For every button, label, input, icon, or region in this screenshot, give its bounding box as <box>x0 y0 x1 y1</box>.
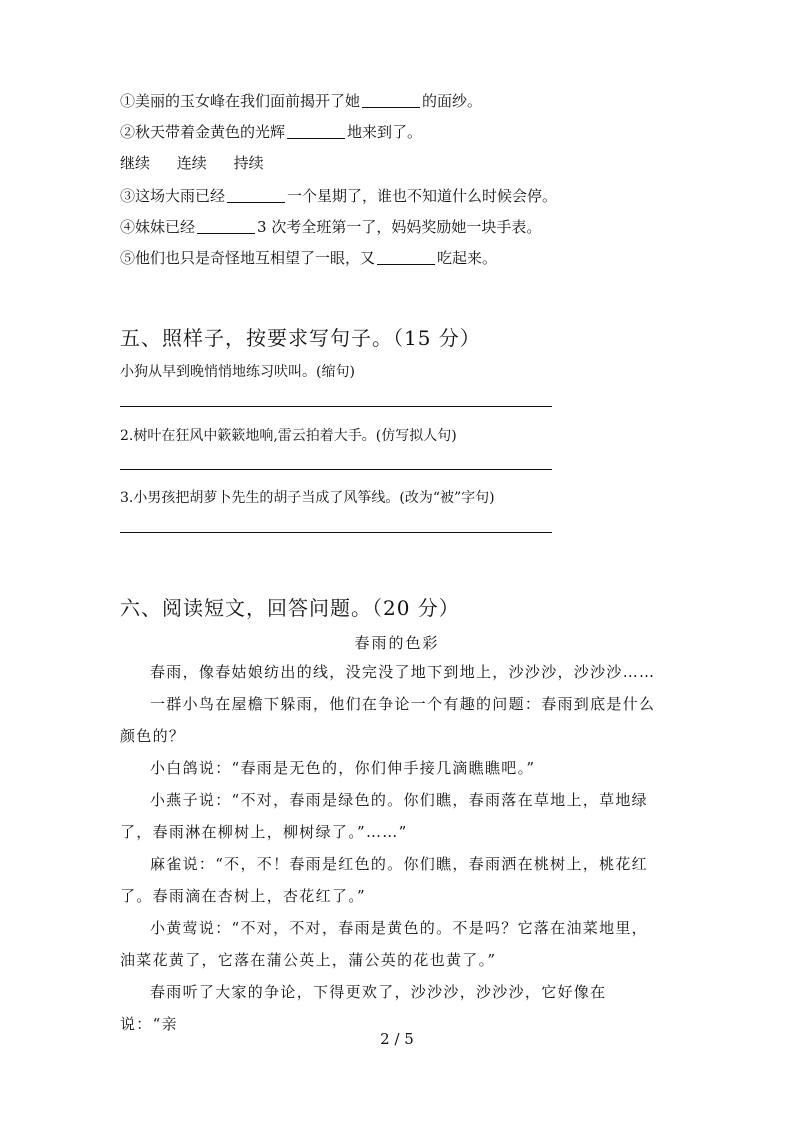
q1-blank[interactable] <box>362 93 420 108</box>
q5-text-before: ⑤他们也只是奇怪地互相望了一眼，又 <box>120 249 376 267</box>
fill-blank-q5 <box>120 247 497 268</box>
q2-blank[interactable] <box>287 124 345 139</box>
passage-body <box>120 656 660 1040</box>
section5-answer-line-1[interactable] <box>120 406 552 407</box>
section5-item-2: 2.树叶在狂风中簌簌地响,雷云拍着大手。(仿写拟人句) <box>120 428 457 444</box>
q1-text-after: 的面纱。 <box>422 92 483 110</box>
passage-paragraph-5: 麻雀说：“不，不！春雨是红色的。你们瞧，春雨洒在桃树上，桃花红了。春雨滴在杏树上，杏花红了。” <box>120 855 648 905</box>
passage-paragraph-1: 春雨，像春姑娘纺出的线，没完没了地下到地上，沙沙沙，沙沙沙…… <box>150 663 656 681</box>
passage-paragraph-4: 小燕子说：“不对，春雨是绿色的。你们瞧，春雨落在草地上，草地绿了，春雨淋在柳树上，柳树绿了。”……” <box>120 791 648 841</box>
q2-text-before: ②秋天带着金黄色的光辉 <box>120 123 286 141</box>
q2-text-after: 地来到了。 <box>347 123 423 141</box>
q3-blank[interactable] <box>227 188 285 203</box>
q4-text-before: ④妹妹已经 <box>120 218 196 236</box>
section5-answer-line-2[interactable] <box>120 469 552 470</box>
q5-text-after: 吃起来。 <box>437 249 498 267</box>
q4-blank[interactable] <box>197 219 255 234</box>
section6-heading: 六、阅读短文，回答问题。（20 分） <box>120 596 460 620</box>
section5-heading: 五、照样子，按要求写句子。（15 分） <box>120 326 481 350</box>
word-choice-1: 继续 <box>120 154 151 172</box>
passage-paragraph-2: 一群小鸟在屋檐下躲雨，他们在争论一个有趣的问题：春雨到底是什么颜色的？ <box>120 695 656 745</box>
q3-text-after: 一个星期了，谁也不知道什么时候会停。 <box>287 187 558 205</box>
fill-blank-q2 <box>120 121 422 142</box>
passage-paragraph-7: 春雨听了大家的争论，下得更欢了，沙沙沙，沙沙沙，它好像在说：“亲 <box>120 983 607 1033</box>
passage-paragraph-6: 小黄莺说：“不对，不对，春雨是黄色的。不是吗？它落在油菜地里，油菜花黄了，它落在蒲公英上，蒲公英的花也黄了。” <box>120 919 648 969</box>
page-number: 2 / 5 <box>380 1030 414 1048</box>
q1-text-before: ①美丽的玉女峰在我们面前揭开了她 <box>120 92 361 110</box>
passage-paragraph-3: 小白鸽说：“春雨是无色的，你们伸手接几滴瞧瞧吧。” <box>150 759 536 777</box>
q4-text-after: 3 次考全班第一了，妈妈奖励她一块手表。 <box>257 218 542 236</box>
fill-blank-q3 <box>120 185 557 206</box>
fill-blank-q1 <box>120 90 482 111</box>
section5-item-1: 小狗从早到晚悄悄地练习吠叫。(缩句) <box>120 364 355 380</box>
q5-blank[interactable] <box>377 250 435 265</box>
q3-text-before: ③这场大雨已经 <box>120 187 226 205</box>
fill-blank-q4 <box>120 216 541 237</box>
word-choice-2: 连续 <box>176 154 207 172</box>
section5-answer-line-3[interactable] <box>120 532 552 533</box>
word-choice-3: 持续 <box>233 154 264 172</box>
passage-title: 春雨的色彩 <box>354 634 440 652</box>
word-choices <box>120 152 286 173</box>
section5-item-3: 3.小男孩把胡萝卜先生的胡子当成了风筝线。(改为“被”字句) <box>120 490 495 506</box>
